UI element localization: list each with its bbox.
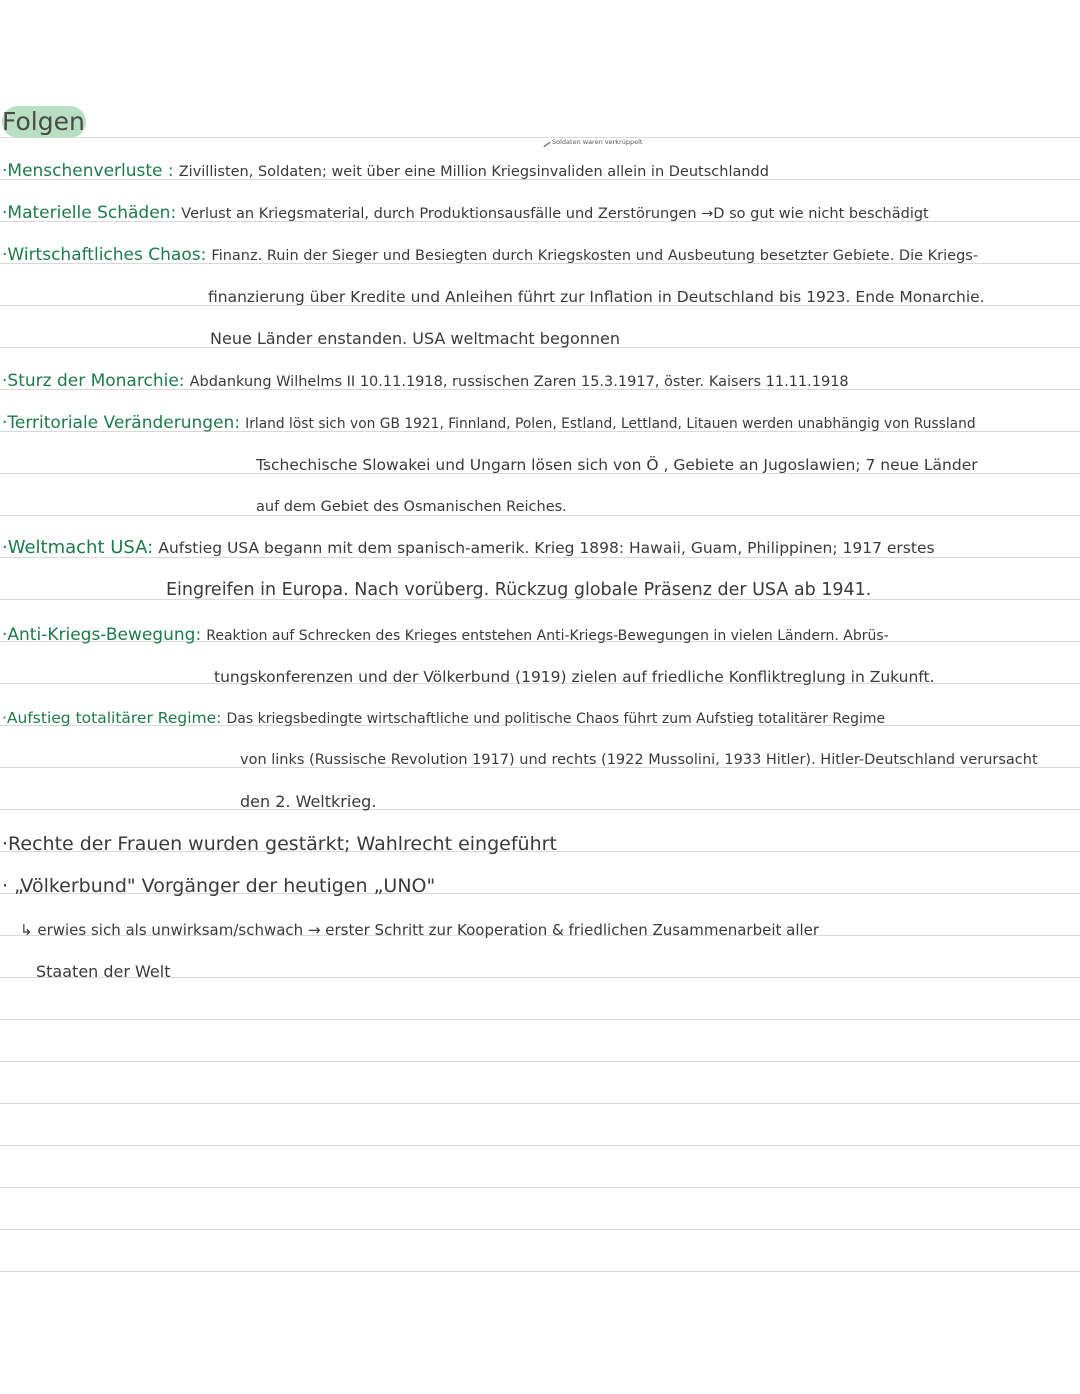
note-line: ·Rechte der Frauen wurden gestärkt; Wahlrecht eingeführt	[2, 833, 557, 855]
ruled-line	[0, 1229, 1080, 1230]
note-line: Staaten der Welt	[36, 962, 171, 981]
heading-territoriale-veraenderungen: ·Territoriale Veränderungen:	[2, 413, 241, 433]
note-line: auf dem Gebiet des Osmanischen Reiches.	[256, 499, 567, 515]
note-line	[2, 203, 929, 224]
text-wirtschaftliches-chaos: Finanz. Ruin der Sieger und Besiegten durch Kriegskosten und Ausbeutung besetzter Gebiete. Die Kriegs-	[211, 248, 979, 264]
note-line: Eingreifen in Europa. Nach vorüberg. Rückzug globale Präsenz der USA ab 1941.	[166, 580, 872, 600]
ruled-line	[0, 1103, 1080, 1104]
ruled-line	[0, 1145, 1080, 1146]
ruled-line	[0, 137, 1080, 138]
note-line: Neue Länder enstanden. USA weltmacht begonnen	[210, 329, 620, 348]
text-materielle-schaeden: Verlust an Kriegsmaterial, durch Produktionsausfälle und Zerstörungen →D so gut wie nicht beschädigt	[181, 206, 929, 222]
ruled-line	[0, 1271, 1080, 1272]
heading-weltmacht-usa: ·Weltmacht USA:	[2, 537, 154, 558]
note-line	[2, 413, 976, 434]
note-line	[2, 625, 889, 646]
annotation-arrow-icon	[543, 142, 550, 147]
heading-sturz-der-monarchie: ·Sturz der Monarchie:	[2, 371, 185, 391]
ruled-line	[0, 1019, 1080, 1020]
text-territoriale-veraenderungen: Irland löst sich von GB 1921, Finnland, Polen, Estland, Lettland, Litauen werden unabhängig von Russland	[245, 416, 976, 432]
ruled-line	[0, 1187, 1080, 1188]
note-line: von links (Russische Revolution 1917) und rechts (1922 Mussolini, 1933 Hitler). Hitler-Deutschland verursacht	[240, 752, 1038, 768]
text-sturz-der-monarchie: Abdankung Wilhelms II 10.11.1918, russischen Zaren 15.3.1917, öster. Kaisers 11.11.1918	[189, 374, 849, 390]
note-line: tungskonferenzen und der Völkerbund (1919) zielen auf friedliche Konfliktreglung in Zukunft.	[214, 668, 935, 686]
text-anti-kriegs-bewegung: Reaktion auf Schrecken des Krieges entstehen Anti-Kriegs-Bewegungen in vielen Ländern. Abrüs-	[206, 628, 889, 644]
note-line	[2, 538, 935, 558]
note-line	[2, 708, 885, 729]
note-line	[2, 161, 769, 182]
ruled-line	[0, 1061, 1080, 1062]
text-weltmacht-usa: Aufstieg USA begann mit dem spanisch-amerik. Krieg 1898: Hawaii, Guam, Philippinen; 1917 erstes	[158, 539, 935, 557]
heading-anti-kriegs-bewegung: ·Anti-Kriegs-Bewegung:	[2, 625, 202, 645]
heading-aufstieg-totalitaerer-regime: ·Aufstieg totalitärer Regime:	[2, 709, 222, 727]
annotation-note: Soldaten waren verkrüppelt	[552, 138, 643, 146]
note-line: finanzierung über Kredite und Anleihen führt zur Inflation in Deutschland bis 1923. Ende Monarchie.	[208, 288, 985, 306]
heading-menschenverluste: ·Menschenverluste :	[2, 161, 174, 181]
note-line	[2, 245, 978, 266]
note-line: Tschechische Slowakei und Ungarn lösen sich von Ö , Gebiete an Jugoslawien; 7 neue Länder	[256, 456, 978, 474]
heading-materielle-schaeden: ·Materielle Schäden:	[2, 203, 177, 223]
note-line: · „Völkerbund" Vorgänger der heutigen „UNO"	[2, 875, 436, 897]
note-line	[2, 371, 849, 392]
title-block	[0, 104, 88, 140]
text-aufstieg-totalitaerer-regime: Das kriegsbedingte wirtschaftliche und politische Chaos führt zum Aufstieg totalitärer Regime	[226, 711, 886, 727]
ruled-line	[0, 809, 1080, 810]
note-line: ↳ erwies sich als unwirksam/schwach → erster Schritt zur Kooperation & friedlichen Zusammenarbeit aller	[20, 921, 820, 939]
heading-wirtschaftliches-chaos: ·Wirtschaftliches Chaos:	[2, 245, 207, 265]
page-title: Folgen	[2, 107, 85, 136]
note-line: den 2. Weltkrieg.	[240, 792, 377, 811]
text-menschenverluste: Zivillisten, Soldaten; weit über eine Million Kriegsinvaliden allein in Deutschlandd	[178, 164, 769, 180]
